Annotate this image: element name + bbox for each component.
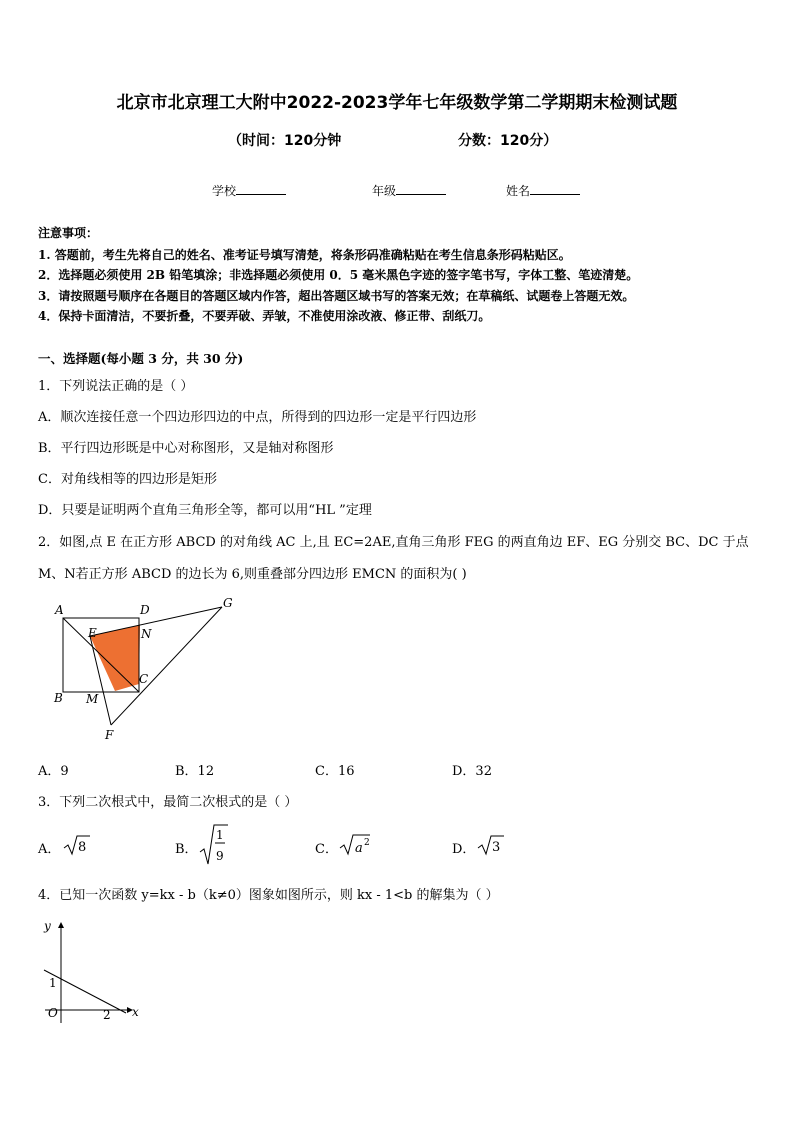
q1-option-b: B．平行四边形既是中心对称图形，又是轴对称图形 (38, 441, 334, 456)
q3-a-radicand: 8 (78, 840, 87, 855)
name-blank (530, 182, 580, 195)
origin-label: O (48, 1006, 58, 1020)
q3-option-b (175, 838, 198, 857)
note-item: 2．选择题必须使用 2B 铅笔填涂；非选择题必须使用 0．5 毫米黑色字迹的签字笔书写，字体工整、笔迹清楚。 (38, 268, 639, 282)
q2-stem-line1: 2．如图,点 E 在正方形 ABCD 的对角线 AC 上,且 EC=2AE,直角三角形 FEG 的两直角边 EF、EG 分别交 BC、DC 于点 (38, 535, 749, 550)
name-label: 姓名 (506, 184, 531, 198)
note-item: 4．保持卡面清洁，不要折叠，不要弄破、弄皱，不准使用涂改液、修正带、刮纸刀。 (38, 309, 491, 323)
notes-heading: 注意事项： (38, 226, 99, 240)
q3-c-exponent: 2 (364, 838, 370, 848)
q2-option-c: C．16 (315, 764, 355, 779)
note-item: 3．请按照题号顺序在各题目的答题区域内作答，超出答题区域书写的答案无效；在草稿纸、试题卷上答题无效。 (38, 289, 635, 303)
label-a: A (55, 603, 64, 617)
label-d: D (140, 603, 150, 617)
label-g: G (223, 596, 233, 610)
q3-option-b-label: B． (175, 842, 198, 857)
grade-field (372, 182, 446, 199)
school-field (212, 182, 286, 199)
q3-option-c (315, 838, 338, 857)
q2-option-d: D．32 (452, 764, 492, 779)
label-f: F (105, 728, 114, 742)
q3-b-numerator: 1 (216, 828, 224, 842)
q3-stem: 3．下列二次根式中，最简二次根式的是（ ） (38, 795, 298, 810)
grade-label: 年级 (372, 184, 397, 198)
q4-graph (40, 915, 150, 1030)
q2-figure (45, 592, 245, 742)
q2-option-a: A．9 (38, 764, 69, 779)
school-blank (236, 182, 286, 195)
label-m: M (86, 692, 99, 706)
q3-option-b-radical (198, 822, 230, 868)
q3-option-d-label: D． (452, 842, 476, 857)
q3-option-c-label: C． (315, 842, 338, 857)
q3-option-a-label: A． (38, 842, 61, 857)
q3-option-d-radical (476, 832, 506, 858)
q3-b-denominator: 9 (216, 849, 224, 863)
q1-option-d: D．只要是证明两个直角三角形全等，都可以用“HL ”定理 (38, 503, 372, 518)
x-label: x (132, 1005, 139, 1019)
name-field (506, 182, 580, 199)
time-info: （时间：120分钟 (228, 133, 342, 149)
q2-stem-line2: M、N若正方形 ABCD 的边长为 6,则重叠部分四边形 EMCN 的面积为( ) (38, 567, 467, 582)
note-item: 1. 答题前，考生先将自己的姓名、准考证号填写清楚，将条形码准确粘贴在考生信息条形码粘贴区。 (38, 248, 571, 262)
y-label: y (44, 919, 51, 933)
q1-stem: 1．下列说法正确的是（ ） (38, 379, 194, 394)
q3-d-radicand: 3 (492, 840, 501, 855)
q3-option-a-radical (62, 832, 92, 858)
label-e: E (88, 626, 97, 640)
q3-option-c-radical (338, 830, 372, 858)
x-intercept-label: 2 (103, 1008, 111, 1022)
label-n: N (141, 627, 152, 641)
q2-option-b: B．12 (175, 764, 215, 779)
overlap-quadrilateral (90, 625, 140, 691)
line-eg (90, 607, 222, 636)
label-b: B (54, 691, 63, 705)
score-info: 分数：120分） (458, 133, 558, 149)
q3-option-d (452, 838, 475, 857)
q4-stem: 4．已知一次函数 y=kx - b（k≠0）图象如图所示，则 kx - 1<b 的解集为（ ） (38, 888, 499, 903)
q1-option-a: A．顺次连接任意一个四边形四边的中点，所得到的四边形一定是平行四边形 (38, 410, 477, 425)
label-c: C (139, 672, 149, 686)
q1-option-c: C．对角线相等的四边形是矩形 (38, 472, 217, 487)
school-label: 学校 (212, 184, 237, 198)
section-heading: 一、选择题(每小题 3 分，共 30 分) (38, 351, 244, 366)
q3-c-radicand: a (355, 841, 363, 856)
y-intercept-label: 1 (49, 976, 57, 990)
grade-blank (396, 182, 446, 195)
page-title: 北京市北京理工大附中2022-2023学年七年级数学第二学期期末检测试题 (116, 93, 678, 113)
q3-option-a (38, 838, 60, 857)
